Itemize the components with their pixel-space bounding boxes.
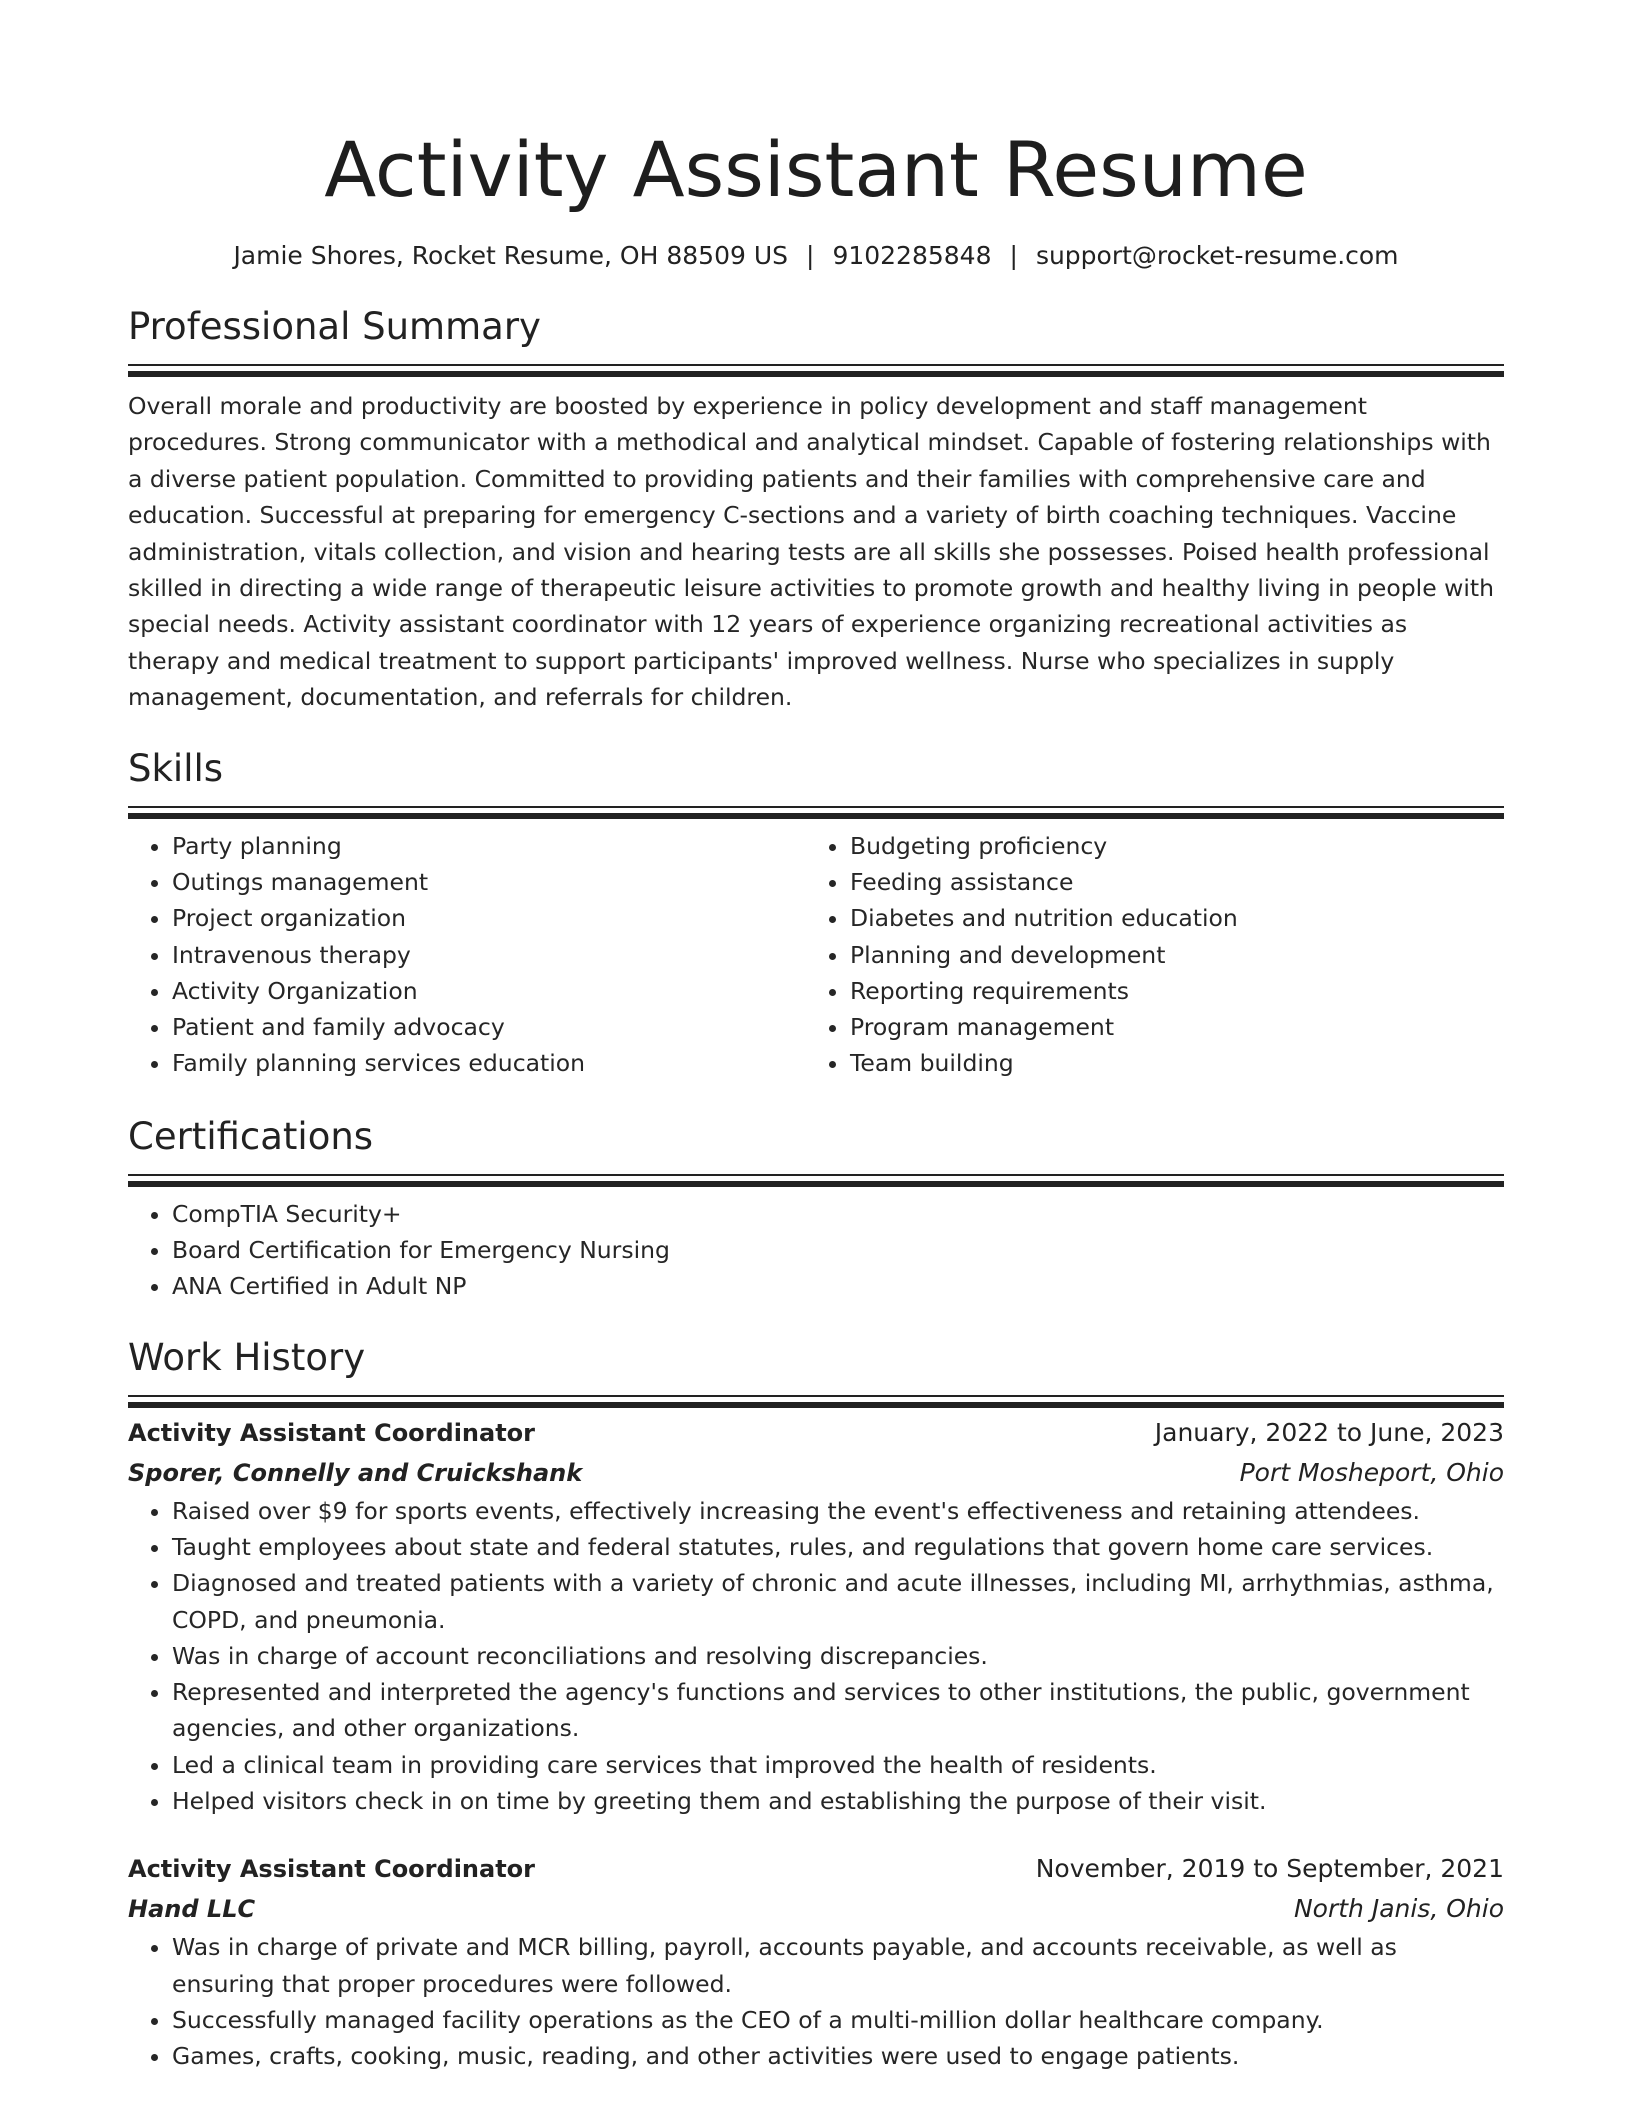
- skill-item: • Party planning: [172, 828, 806, 864]
- job-dates: November, 2019 to September, 2021: [1035, 1854, 1504, 1884]
- job-entry: [128, 1397, 1504, 1820]
- job-bullet: • Successfully managed facility operations as the CEO of a multi-million dollar healthcare company.: [172, 2002, 1504, 2038]
- job-bullet-list: [128, 1493, 1504, 1820]
- contact-line: [128, 238, 1504, 274]
- certifications-list: [128, 1176, 1504, 1305]
- skill-item: • Family planning services education: [172, 1045, 806, 1081]
- skills-list-left: [128, 828, 806, 1082]
- contact-email: support@rocket-resume.com: [1035, 241, 1399, 270]
- contact-separator: |: [806, 241, 815, 270]
- skills-column-left: [128, 828, 806, 1082]
- summary-text: Overall morale and productivity are boosted by experience in policy development and staff management procedures. Strong communicator with a methodical and analytical mindset. Capable of fostering relationships with a diverse patient population. Committed to providing patients and their families with comprehensive care and education. Successful at preparing for emergency C-sections and a variety of birth coaching techniques. Vaccine administration, vitals collection, and vision and hearing tests are all skills she possesses. Poised health professional skilled in directing a wide range of therapeutic leisure activities to promote growth and healthy living in people with special needs. Activity assistant coordinator with 12 years of experience organizing recreational activities as therapy and medical treatment to support participants' improved wellness. Nurse who specializes in supply management, documentation, and referrals for children.: [128, 392, 1494, 712]
- section-heading-certifications: Certifications: [128, 1114, 374, 1158]
- skills-grid: [128, 808, 1504, 1082]
- skill-item: • Diabetes and nutrition education: [850, 900, 1484, 936]
- job-location: Port Mosheport, Ohio: [1239, 1457, 1504, 1487]
- job-title: Activity Assistant Coordinator: [128, 1855, 535, 1884]
- work-history-section: [128, 1333, 1504, 2075]
- skill-item: • Team building: [850, 1045, 1484, 1081]
- job-subheader: [128, 1453, 1504, 1493]
- skill-item: • Budgeting proficiency: [850, 828, 1484, 864]
- job-header: [128, 1413, 1504, 1453]
- job-bullet: • Was in charge of account reconciliations and resolving discrepancies.: [172, 1638, 1504, 1674]
- certification-item: • Board Certification for Emergency Nursing: [172, 1232, 1504, 1268]
- job-bullet: • Was in charge of private and MCR billing, payroll, accounts payable, and accounts receivable, as well as ensuring that proper procedures were followed.: [172, 1929, 1504, 2002]
- skills-section: [128, 744, 1504, 1082]
- section-divider: [128, 1174, 1504, 1176]
- section-divider: [128, 806, 1504, 808]
- certifications-section: [128, 1112, 1504, 1305]
- section-heading-skills: Skills: [128, 746, 224, 790]
- resume-page: [128, 0, 1504, 2074]
- job-title: Activity Assistant Coordinator: [128, 1418, 535, 1447]
- skill-item: • Project organization: [172, 900, 806, 936]
- section-divider: [128, 1395, 1504, 1397]
- resume-title: Activity Assistant Resume: [324, 125, 1308, 214]
- job-bullet-list: [128, 1929, 1504, 2074]
- skills-list-right: [806, 828, 1484, 1082]
- contact-phone: 9102285848: [832, 241, 992, 270]
- job-bullet: • Raised over $9 for sports events, effectively increasing the event's effectiveness and retaining attendees.: [172, 1493, 1504, 1529]
- section-heading-work-history: Work History: [128, 1335, 366, 1379]
- skill-item: • Planning and development: [850, 937, 1484, 973]
- job-bullet: • Led a clinical team in providing care services that improved the health of residents.: [172, 1747, 1504, 1783]
- job-company: Sporer, Connelly and Cruickshank: [128, 1458, 583, 1487]
- skill-item: • Program management: [850, 1009, 1484, 1045]
- job-bullet: • Represented and interpreted the agency's functions and services to other institutions, the public, government agencies, and other organizations.: [172, 1674, 1504, 1747]
- job-bullet: • Helped visitors check in on time by greeting them and establishing the purpose of their visit.: [172, 1783, 1504, 1819]
- job-company: Hand LLC: [128, 1895, 256, 1924]
- job-bullet: • Diagnosed and treated patients with a variety of chronic and acute illnesses, including MI, arrhythmias, asthma, COPD, and pneumonia.: [172, 1565, 1504, 1638]
- certification-item: • ANA Certified in Adult NP: [172, 1268, 1504, 1304]
- section-divider: [128, 364, 1504, 366]
- section-heading-summary: Professional Summary: [128, 305, 541, 348]
- contact-separator: |: [1009, 241, 1018, 270]
- skill-item: • Activity Organization: [172, 973, 806, 1009]
- job-bullet: • Games, crafts, cooking, music, reading, and other activities were used to engage patients.: [172, 2038, 1504, 2074]
- skill-item: • Intravenous therapy: [172, 937, 806, 973]
- job-header: [128, 1849, 1504, 1889]
- job-bullet: • Taught employees about state and federal statutes, rules, and regulations that govern home care services.: [172, 1529, 1504, 1565]
- summary-section: [128, 302, 1504, 716]
- skill-item: • Patient and family advocacy: [172, 1009, 806, 1045]
- skill-item: • Feeding assistance: [850, 864, 1484, 900]
- skill-item: • Reporting requirements: [850, 973, 1484, 1009]
- job-subheader: [128, 1889, 1504, 1929]
- job-dates: January, 2022 to June, 2023: [1154, 1417, 1504, 1447]
- job-entry: [128, 1819, 1504, 2074]
- contact-address: Jamie Shores, Rocket Resume, OH 88509 US: [233, 241, 788, 270]
- job-location: North Janis, Ohio: [1293, 1894, 1504, 1924]
- certification-item: • CompTIA Security+: [172, 1196, 1504, 1232]
- skills-column-right: [806, 828, 1484, 1082]
- skill-item: • Outings management: [172, 864, 806, 900]
